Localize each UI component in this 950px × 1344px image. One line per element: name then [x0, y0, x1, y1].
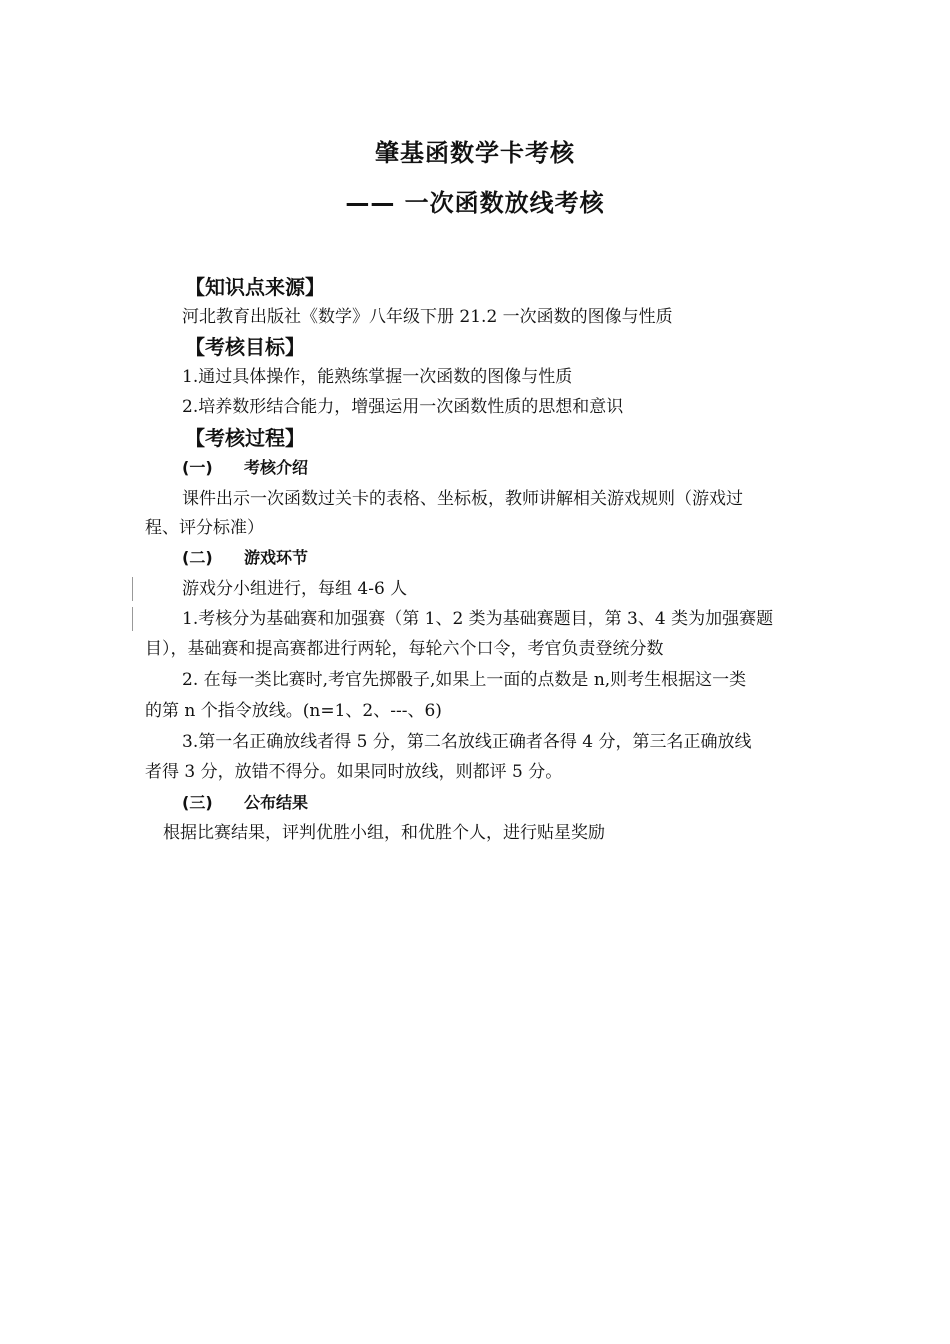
rule-3-line-2: 者得 3 分，放错不得分。如果同时放线，则都评 5 分。	[145, 762, 563, 782]
subsection-label: 游戏环节	[244, 548, 309, 567]
subsection-heading-intro	[182, 456, 308, 480]
subsection-label: 考核介绍	[244, 458, 309, 477]
subsection-heading-game	[182, 546, 308, 570]
subsection-number: (二)	[182, 548, 213, 567]
section-heading-process: 【考核过程】	[185, 426, 305, 450]
section-heading-source: 【知识点来源】	[185, 275, 325, 299]
subsection-heading-results	[182, 791, 308, 815]
document-title: 肇基函数学卡考核	[375, 139, 575, 167]
goal-item-2: 2.培养数形结合能力，增强运用一次函数性质的思想和意识	[182, 397, 624, 417]
rule-2-line-1: 2. 在每一类比赛时,考官先掷骰子,如果上一面的点数是 n,则考生根据这一类	[182, 670, 747, 690]
goal-item-1: 1.通过具体操作，能熟练掌握一次函数的图像与性质	[182, 367, 573, 387]
subsection-number: (一)	[182, 458, 213, 477]
subsection-number: (三)	[182, 793, 213, 812]
intro-line-1: 课件出示一次函数过关卡的表格、坐标板，教师讲解相关游戏规则（游戏过	[182, 489, 743, 509]
game-intro: 游戏分小组进行，每组 4-6 人	[182, 579, 408, 599]
rule-3-line-1: 3.第一名正确放线者得 5 分，第二名放线正确者各得 4 分，第三名正确放线	[182, 732, 752, 752]
document-subtitle: —— 一次函数放线考核	[345, 189, 605, 217]
subsection-label: 公布结果	[244, 793, 309, 812]
revision-margin-mark	[132, 607, 133, 631]
source-text: 河北教育出版社《数学》八年级下册 21.2 一次函数的图像与性质	[182, 307, 673, 327]
rule-1-line-1: 1.考核分为基础赛和加强赛（第 1、2 类为基础赛题目，第 3、4 类为加强赛题	[182, 609, 774, 629]
results-text: 根据比赛结果，评判优胜小组，和优胜个人，进行贴星奖励	[163, 823, 605, 843]
rule-2-line-2: 的第 n 个指令放线。(n=1、2、---、6)	[145, 701, 442, 721]
section-heading-goals: 【考核目标】	[185, 335, 305, 359]
revision-margin-mark	[132, 577, 133, 601]
rule-1-line-2: 目），基础赛和提高赛都进行两轮，每轮六个口令，考官负责登统分数	[145, 639, 664, 659]
intro-line-2: 程、评分标准）	[145, 518, 264, 538]
